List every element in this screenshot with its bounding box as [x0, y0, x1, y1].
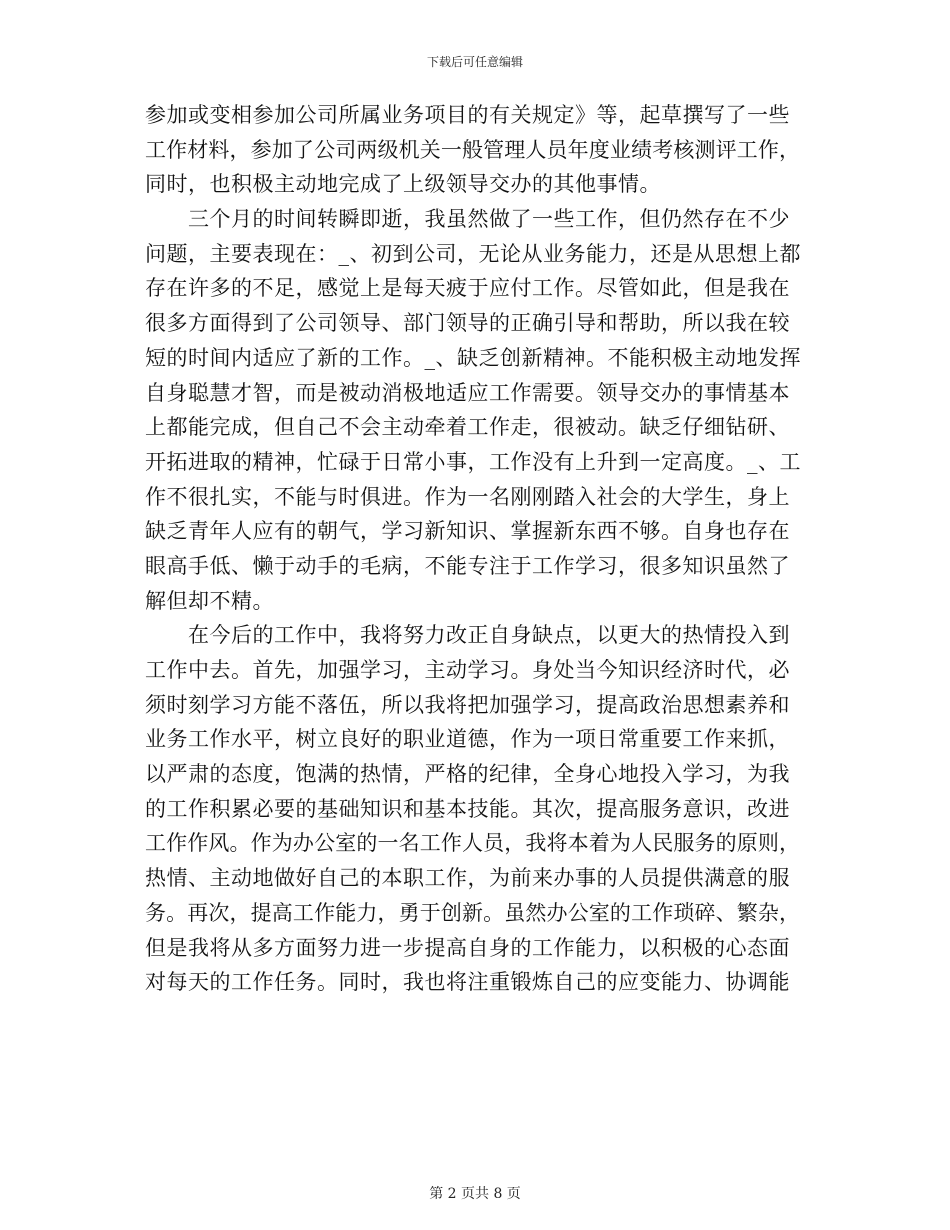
text-line: 很多方面得到了公司领导、部门领导的正确引导和帮助，所以我在较	[145, 311, 790, 336]
text-line: 但是我将从多方面努力进一步提高自身的工作能力，以积极的心态面	[145, 935, 790, 960]
text-line: 开拓进取的精神，忙碌于日常小事，工作没有上升到一定高度。_、工	[145, 449, 801, 474]
text-line: 短的时间内适应了新的工作。_、缺乏创新精神。不能积极主动地发挥	[145, 345, 801, 370]
text-line: 对每天的工作任务。同时，我也将注重锻炼自己的应变能力、协调能	[145, 970, 790, 995]
text-line: 工作作风。作为办公室的一名工作人员，我将本着为人民服务的原则，	[145, 831, 801, 856]
text-line: 以严肃的态度，饱满的热情，严格的纪律，全身心地投入学习，为我	[145, 762, 790, 787]
text-line: 热情、主动地做好自己的本职工作，为前来办事的人员提供满意的服	[145, 866, 790, 891]
text-line: 三个月的时间转瞬即逝，我虽然做了一些工作，但仍然存在不少	[145, 207, 790, 232]
text-line: 上都能完成，但自己不会主动牵着工作走，很被动。缺乏仔细钻研、	[145, 415, 790, 440]
text-line: 工作材料，参加了公司两级机关一般管理人员年度业绩考核测评工作，	[145, 137, 801, 162]
text-line: 工作中去。首先，加强学习，主动学习。身处当今知识经济时代，必	[145, 658, 790, 682]
text-line: 参加或变相参加公司所属业务项目的有关规定》等，起草撰写了一些	[145, 103, 790, 127]
text-line: 务。再次，提高工作能力，勇于创新。虽然办公室的工作琐碎、繁杂，	[145, 900, 801, 925]
text-line: 同时，也积极主动地完成了上级领导交办的其他事情。	[145, 172, 661, 197]
text-line: 问题，主要表现在：_、初到公司，无论从业务能力，还是从思想上都	[145, 241, 801, 266]
text-line: 业务工作水平，树立良好的职业道德，作为一项日常重要工作来抓，	[145, 727, 790, 752]
text-line: 解但却不精。	[145, 588, 274, 613]
text-line: 须时刻学习方能不落伍，所以我将把加强学习，提高政治思想素养和	[145, 692, 790, 717]
page-header: 下载后可任意编辑	[426, 55, 523, 69]
text-line: 作不很扎实，不能与时俱进。作为一名刚刚踏入社会的大学生，身上	[145, 484, 790, 509]
body-text	[145, 98, 801, 1000]
text-line: 的工作积累必要的基础知识和基本技能。其次，提高服务意识，改进	[145, 796, 790, 821]
text-line: 自身聪慧才智，而是被动消极地适应工作需要。领导交办的事情基本	[145, 380, 790, 405]
text-line: 眼高手低、懒于动手的毛病，不能专注于工作学习，很多知识虽然了	[145, 553, 790, 578]
text-line: 存在许多的不足，感觉上是每天疲于应付工作。尽管如此，但是我在	[145, 276, 790, 301]
text-line: 缺乏青年人应有的朝气，学习新知识、掌握新东西不够。自身也存在	[145, 519, 790, 544]
page-footer: 第 2 页共 8 页	[429, 1186, 521, 1202]
text-line: 在今后的工作中，我将努力改正自身缺点，以更大的热情投入到	[145, 623, 790, 648]
